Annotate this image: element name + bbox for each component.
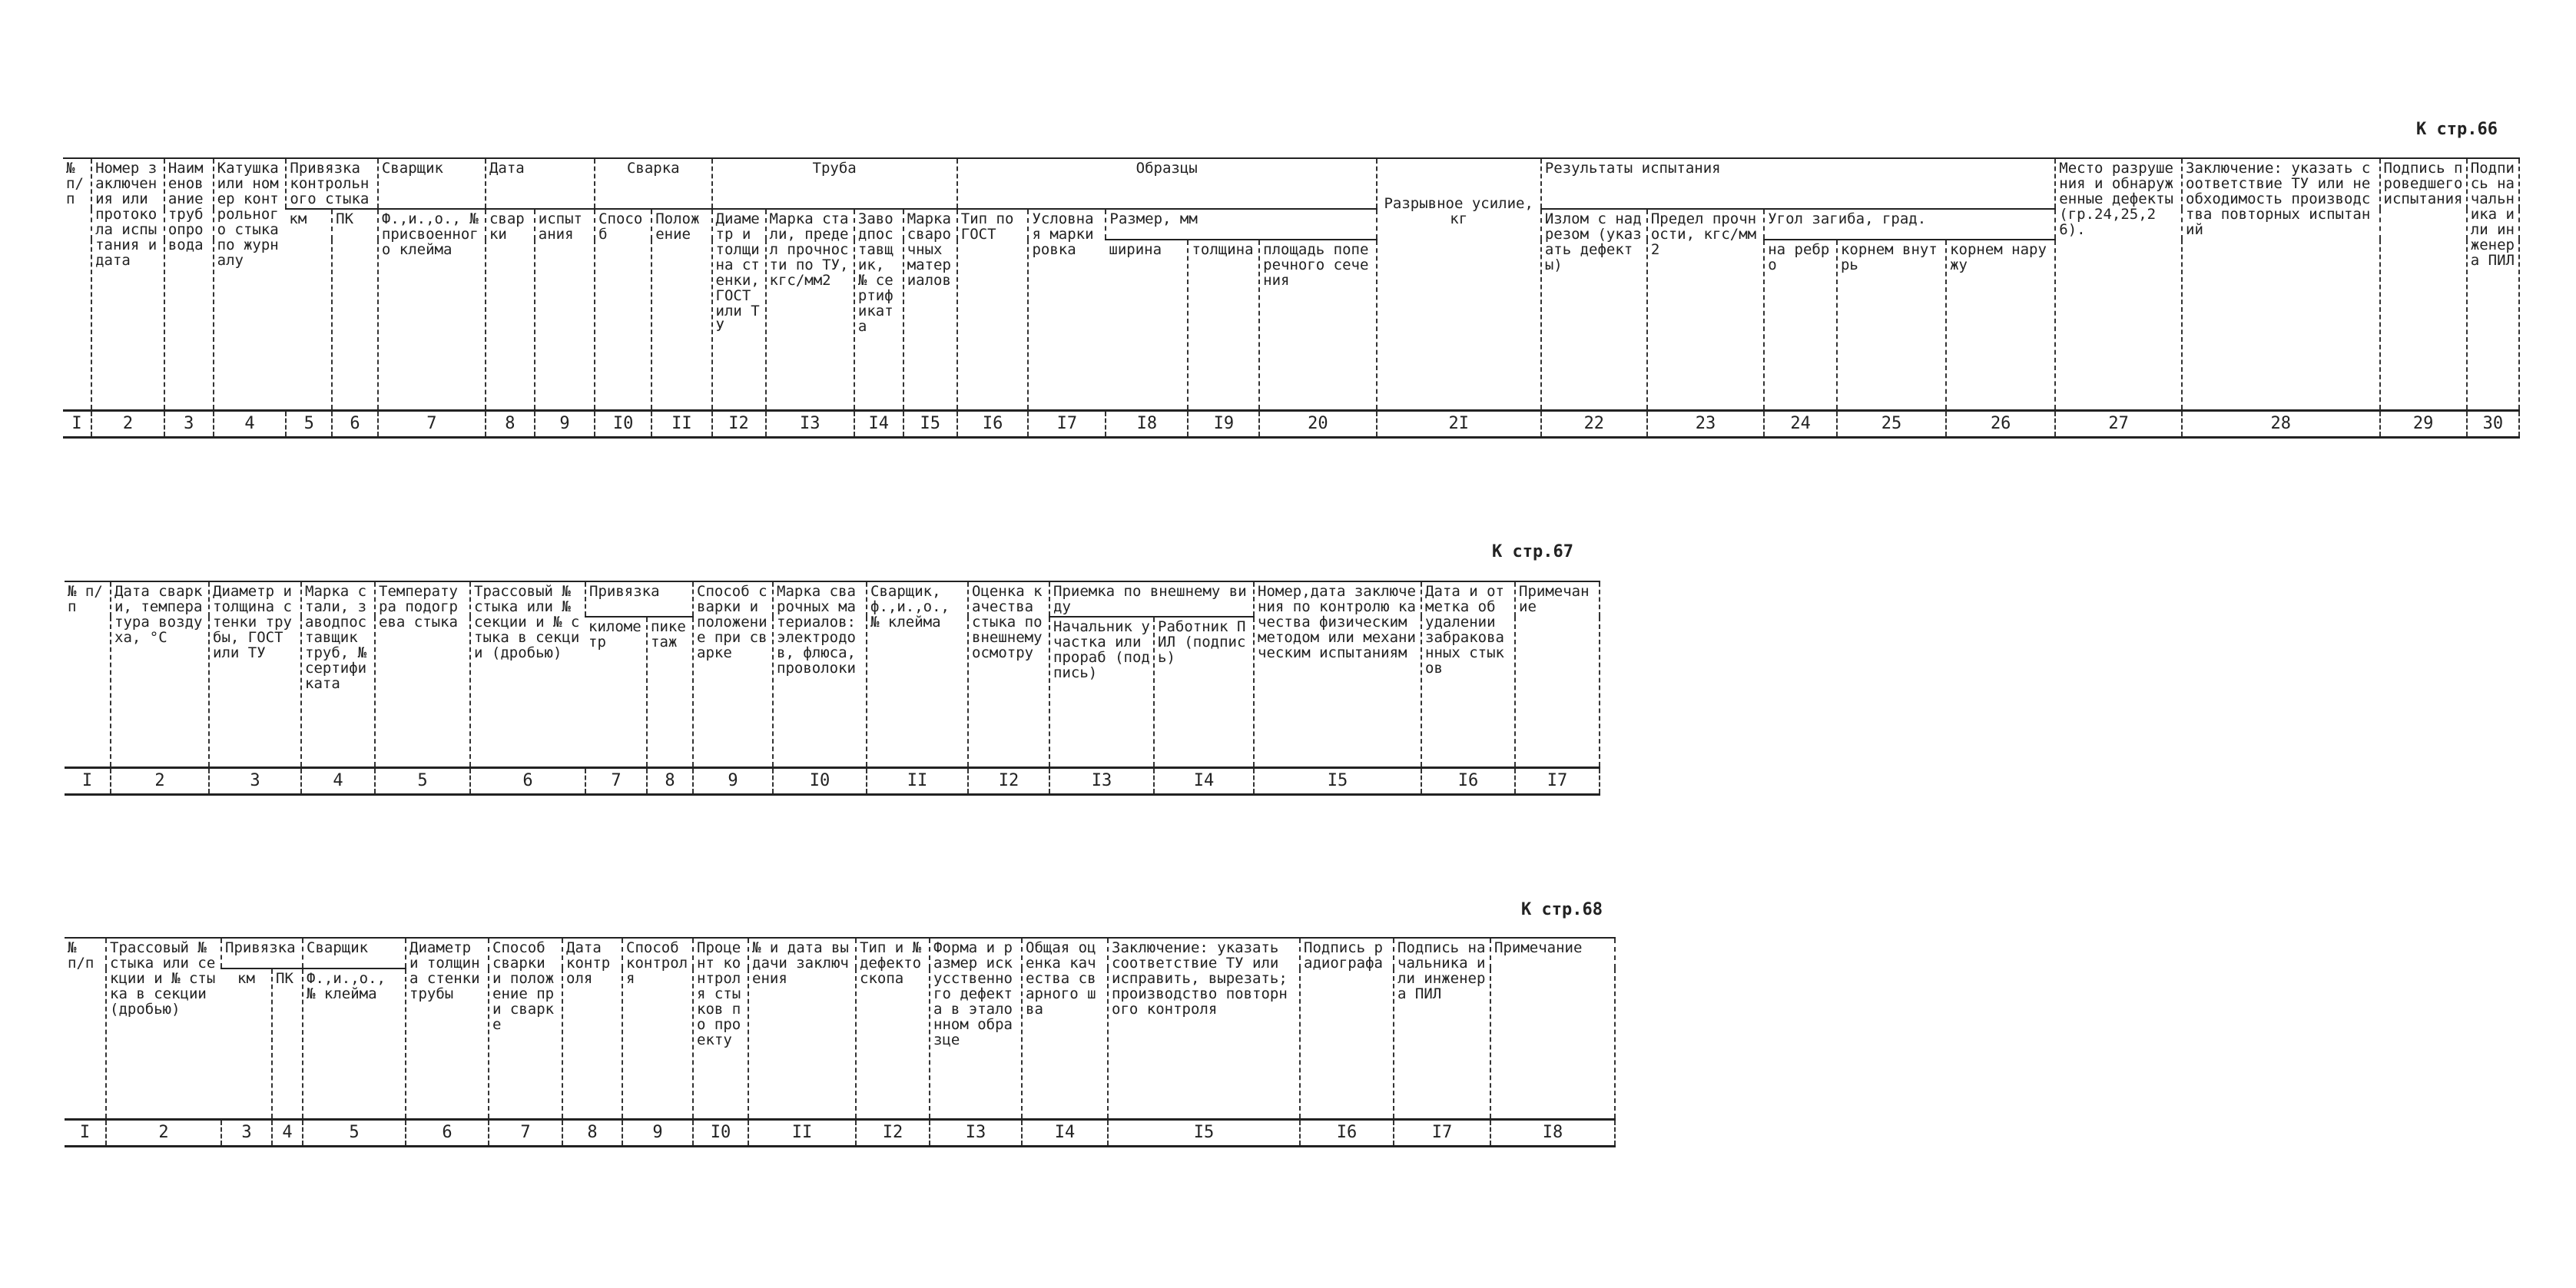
num-66-5: 5 <box>286 410 332 437</box>
num-67-13: I3 <box>1049 767 1154 794</box>
col-68-8: Дата контроля <box>562 938 622 1119</box>
num-66-9: 9 <box>535 410 595 437</box>
col-66-22: Излом с надрезом (указать дефекты) <box>1541 209 1647 410</box>
num-66-16: I6 <box>957 410 1029 437</box>
group-66-welder: Сварщик <box>378 158 486 209</box>
num-67-7: 7 <box>585 767 647 794</box>
num-66-4: 4 <box>214 410 287 437</box>
col-67-5: Температура подогрева стыка <box>375 581 470 767</box>
num-67-14: I4 <box>1154 767 1254 794</box>
num-66-6: 6 <box>332 410 378 437</box>
col-67-17: Примечание <box>1515 581 1600 767</box>
num-68-6: 6 <box>406 1119 489 1146</box>
col-66-8: сварки <box>486 209 535 410</box>
num-68-3: 3 <box>221 1119 272 1146</box>
group-66-results: Результаты испытания <box>1541 158 2055 209</box>
num-67-1: I <box>65 767 111 794</box>
col-68-5: Ф.,и.,о., № клейма <box>303 968 406 1119</box>
col-68-4: ПК <box>272 968 303 1119</box>
num-66-21: 2I <box>1377 410 1541 437</box>
col-67-4: Марка стали, заводпоставщик труб, № сертификата <box>301 581 375 767</box>
num-66-2: 2 <box>91 410 164 437</box>
col-66-6: ПК <box>332 209 378 410</box>
col-66-26: корнем наружу <box>1946 240 2055 410</box>
num-66-26: 26 <box>1946 410 2055 437</box>
col-67-3: Диаметр и толщина стенки трубы, ГОСТ или ТУ <box>209 581 301 767</box>
num-68-4: 4 <box>272 1119 303 1146</box>
col-66-20: площадь поперечного сечения <box>1259 240 1376 410</box>
col-68-16: Подпись радиографа <box>1300 938 1394 1119</box>
num-66-14: I4 <box>854 410 903 437</box>
col-66-11: Положение <box>651 209 711 410</box>
col-67-12: Оценка качества стыка по внешнему осмотру <box>968 581 1049 767</box>
col-68-6: Диаметр и толщина стенки трубы <box>406 938 489 1119</box>
col-66-17: Условная маркировка <box>1028 209 1106 410</box>
col-66-7: Ф.,и.,о., № присвоенного клейма <box>378 209 486 410</box>
num-68-17: I7 <box>1394 1119 1490 1146</box>
col-66-13: Марка стали, предел прочности по ТУ, кгс/мм2 <box>766 209 854 410</box>
col-68-12: Тип и № дефектоскопа <box>856 938 930 1119</box>
num-67-4: 4 <box>301 767 375 794</box>
col-67-10: Марка сварочных материалов: электродов, флюса, проволоки <box>773 581 867 767</box>
num-66-28: 28 <box>2182 410 2379 437</box>
num-66-3: 3 <box>164 410 214 437</box>
num-66-18: I8 <box>1106 410 1188 437</box>
num-67-12: I2 <box>968 767 1049 794</box>
num-66-11: II <box>651 410 711 437</box>
form-66-table <box>63 157 2520 439</box>
num-66-13: I3 <box>766 410 854 437</box>
col-66-19: толщина <box>1188 240 1259 410</box>
group-66-samples: Образцы <box>957 158 1377 209</box>
num-68-14: I4 <box>1022 1119 1108 1146</box>
group-66-welding: Сварка <box>595 158 711 209</box>
num-66-23: 23 <box>1647 410 1764 437</box>
group-66-pipe: Труба <box>712 158 957 209</box>
group-66-size: Размер, мм <box>1106 209 1376 240</box>
num-66-7: 7 <box>378 410 486 437</box>
col-66-27: Место разрушения и обнаруженные дефекты (гр.24,25,26). <box>2055 158 2182 410</box>
num-67-11: II <box>867 767 968 794</box>
col-67-16: Дата и отметка об удалении забракованных стыков <box>1421 581 1515 767</box>
col-68-13: Форма и размер искусственного дефекта в эталонном образце <box>930 938 1022 1119</box>
col-66-18: ширина <box>1106 240 1188 410</box>
col-68-15: Заключение: указать соответствие ТУ или исправить, вырезать; производство повторного контроля <box>1108 938 1300 1119</box>
page-ref-67: К стр.67 <box>1492 542 1573 561</box>
num-66-12: I2 <box>712 410 766 437</box>
num-66-30: 30 <box>2467 410 2519 437</box>
col-67-11: Сварщик, ф.,и.,о., № клейма <box>867 581 968 767</box>
col-68-10: Процент контроля стыков по проекту <box>693 938 748 1119</box>
num-68-1: I <box>65 1119 106 1146</box>
col-67-13: Начальник участка или прораб (подпись) <box>1049 617 1154 767</box>
col-66-12: Диаметр и толщина стенки, ГОСТ или ТУ <box>712 209 766 410</box>
num-66-8: 8 <box>486 410 535 437</box>
col-66-1: № п/п <box>63 158 91 410</box>
num-67-2: 2 <box>111 767 209 794</box>
num-68-2: 2 <box>106 1119 221 1146</box>
num-67-9: 9 <box>693 767 773 794</box>
num-68-9: 9 <box>622 1119 693 1146</box>
num-68-12: I2 <box>856 1119 930 1146</box>
form-67-table <box>65 581 1600 796</box>
num-67-15: I5 <box>1254 767 1421 794</box>
page-ref-68: К стр.68 <box>1521 900 1603 919</box>
col-66-16: Тип по ГОСТ <box>957 209 1029 410</box>
num-68-11: II <box>748 1119 856 1146</box>
num-67-5: 5 <box>375 767 470 794</box>
col-67-9: Способ сварки и положение при сварке <box>693 581 773 767</box>
num-67-3: 3 <box>209 767 301 794</box>
page-ref-66: К стр.66 <box>2416 120 2498 139</box>
col-66-15: Марка сварочных материалов <box>903 209 957 410</box>
group-66-bend: Угол загиба, град. <box>1764 209 2055 240</box>
col-67-15: Номер,дата заключения по контролю качества физическим методом или механическим испытаниям <box>1254 581 1421 767</box>
num-68-15: I5 <box>1108 1119 1300 1146</box>
col-68-9: Способ контроля <box>622 938 693 1119</box>
num-66-15: I5 <box>903 410 957 437</box>
col-67-7: километр <box>585 617 647 767</box>
num-66-19: I9 <box>1188 410 1259 437</box>
num-68-7: 7 <box>489 1119 562 1146</box>
col-66-24: на ребро <box>1764 240 1837 410</box>
group-68-welder: Сварщик <box>303 938 406 968</box>
num-68-10: I0 <box>693 1119 748 1146</box>
col-66-23: Предел прочности, кгс/мм2 <box>1647 209 1764 410</box>
num-66-1: I <box>63 410 91 437</box>
col-66-29: Подпись проведшего испытания <box>2380 158 2467 410</box>
col-66-9: испытания <box>535 209 595 410</box>
num-66-17: I7 <box>1028 410 1106 437</box>
num-68-5: 5 <box>303 1119 406 1146</box>
num-66-24: 24 <box>1764 410 1837 437</box>
group-66-tie: Привязка контрольного стыка <box>286 158 377 209</box>
num-66-25: 25 <box>1837 410 1946 437</box>
col-67-8: пикетаж <box>647 617 693 767</box>
num-68-13: I3 <box>930 1119 1022 1146</box>
col-66-3: Наименование трубопровода <box>164 158 214 410</box>
num-67-6: 6 <box>470 767 585 794</box>
col-68-2: Трассовый № стыка или секции и № стыка в секции (дробью) <box>106 938 221 1119</box>
col-67-14: Работник ПИЛ (подпись) <box>1154 617 1254 767</box>
col-66-30: Подпись начальника или инженера ПИЛ <box>2467 158 2519 410</box>
col-68-3: км <box>221 968 272 1119</box>
col-68-1: № п/п <box>65 938 106 1119</box>
num-66-27: 27 <box>2055 410 2182 437</box>
col-66-25: корнем внутрь <box>1837 240 1946 410</box>
col-68-14: Общая оценка качества сварного шва <box>1022 938 1108 1119</box>
col-68-17: Подпись начальника или инженера ПИЛ <box>1394 938 1490 1119</box>
num-67-17: I7 <box>1515 767 1600 794</box>
col-67-2: Дата сварки, температура воздуха, °С <box>111 581 209 767</box>
col-68-11: № и дата выдачи заключения <box>748 938 856 1119</box>
col-66-2: Номер заключения или протокола испытания и дата <box>91 158 164 410</box>
num-68-18: I8 <box>1490 1119 1615 1146</box>
num-66-29: 29 <box>2380 410 2467 437</box>
num-66-22: 22 <box>1541 410 1647 437</box>
group-67-accept: Приемка по внешнему виду <box>1049 581 1254 617</box>
col-66-5: км <box>286 209 332 410</box>
col-68-7: Способ сварки и положение при сварке <box>489 938 562 1119</box>
num-67-16: I6 <box>1421 767 1515 794</box>
num-66-10: I0 <box>595 410 651 437</box>
group-67-tie: Привязка <box>585 581 693 617</box>
col-66-10: Способ <box>595 209 651 410</box>
num-67-10: I0 <box>773 767 867 794</box>
col-66-28: Заключение: указать соответствие ТУ или необходимость производства повторных испытаний <box>2182 158 2379 410</box>
num-68-8: 8 <box>562 1119 622 1146</box>
col-67-6: Трассовый № стыка или № секции и № стыка в секции (дробью) <box>470 581 585 767</box>
form-68-table <box>65 937 1616 1147</box>
num-67-8: 8 <box>647 767 693 794</box>
col-66-4: Катушка или номер контрольного стыка по журналу <box>214 158 287 410</box>
col-67-1: № п/п <box>65 581 111 767</box>
num-66-20: 20 <box>1259 410 1376 437</box>
group-68-tie: Привязка <box>221 938 303 968</box>
group-66-date: Дата <box>486 158 595 209</box>
col-66-21: Разрывное усилие, кг <box>1377 158 1541 410</box>
num-68-16: I6 <box>1300 1119 1394 1146</box>
col-68-18: Примечание <box>1490 938 1615 1119</box>
col-66-14: Заводпоставщик, № сертификата <box>854 209 903 410</box>
